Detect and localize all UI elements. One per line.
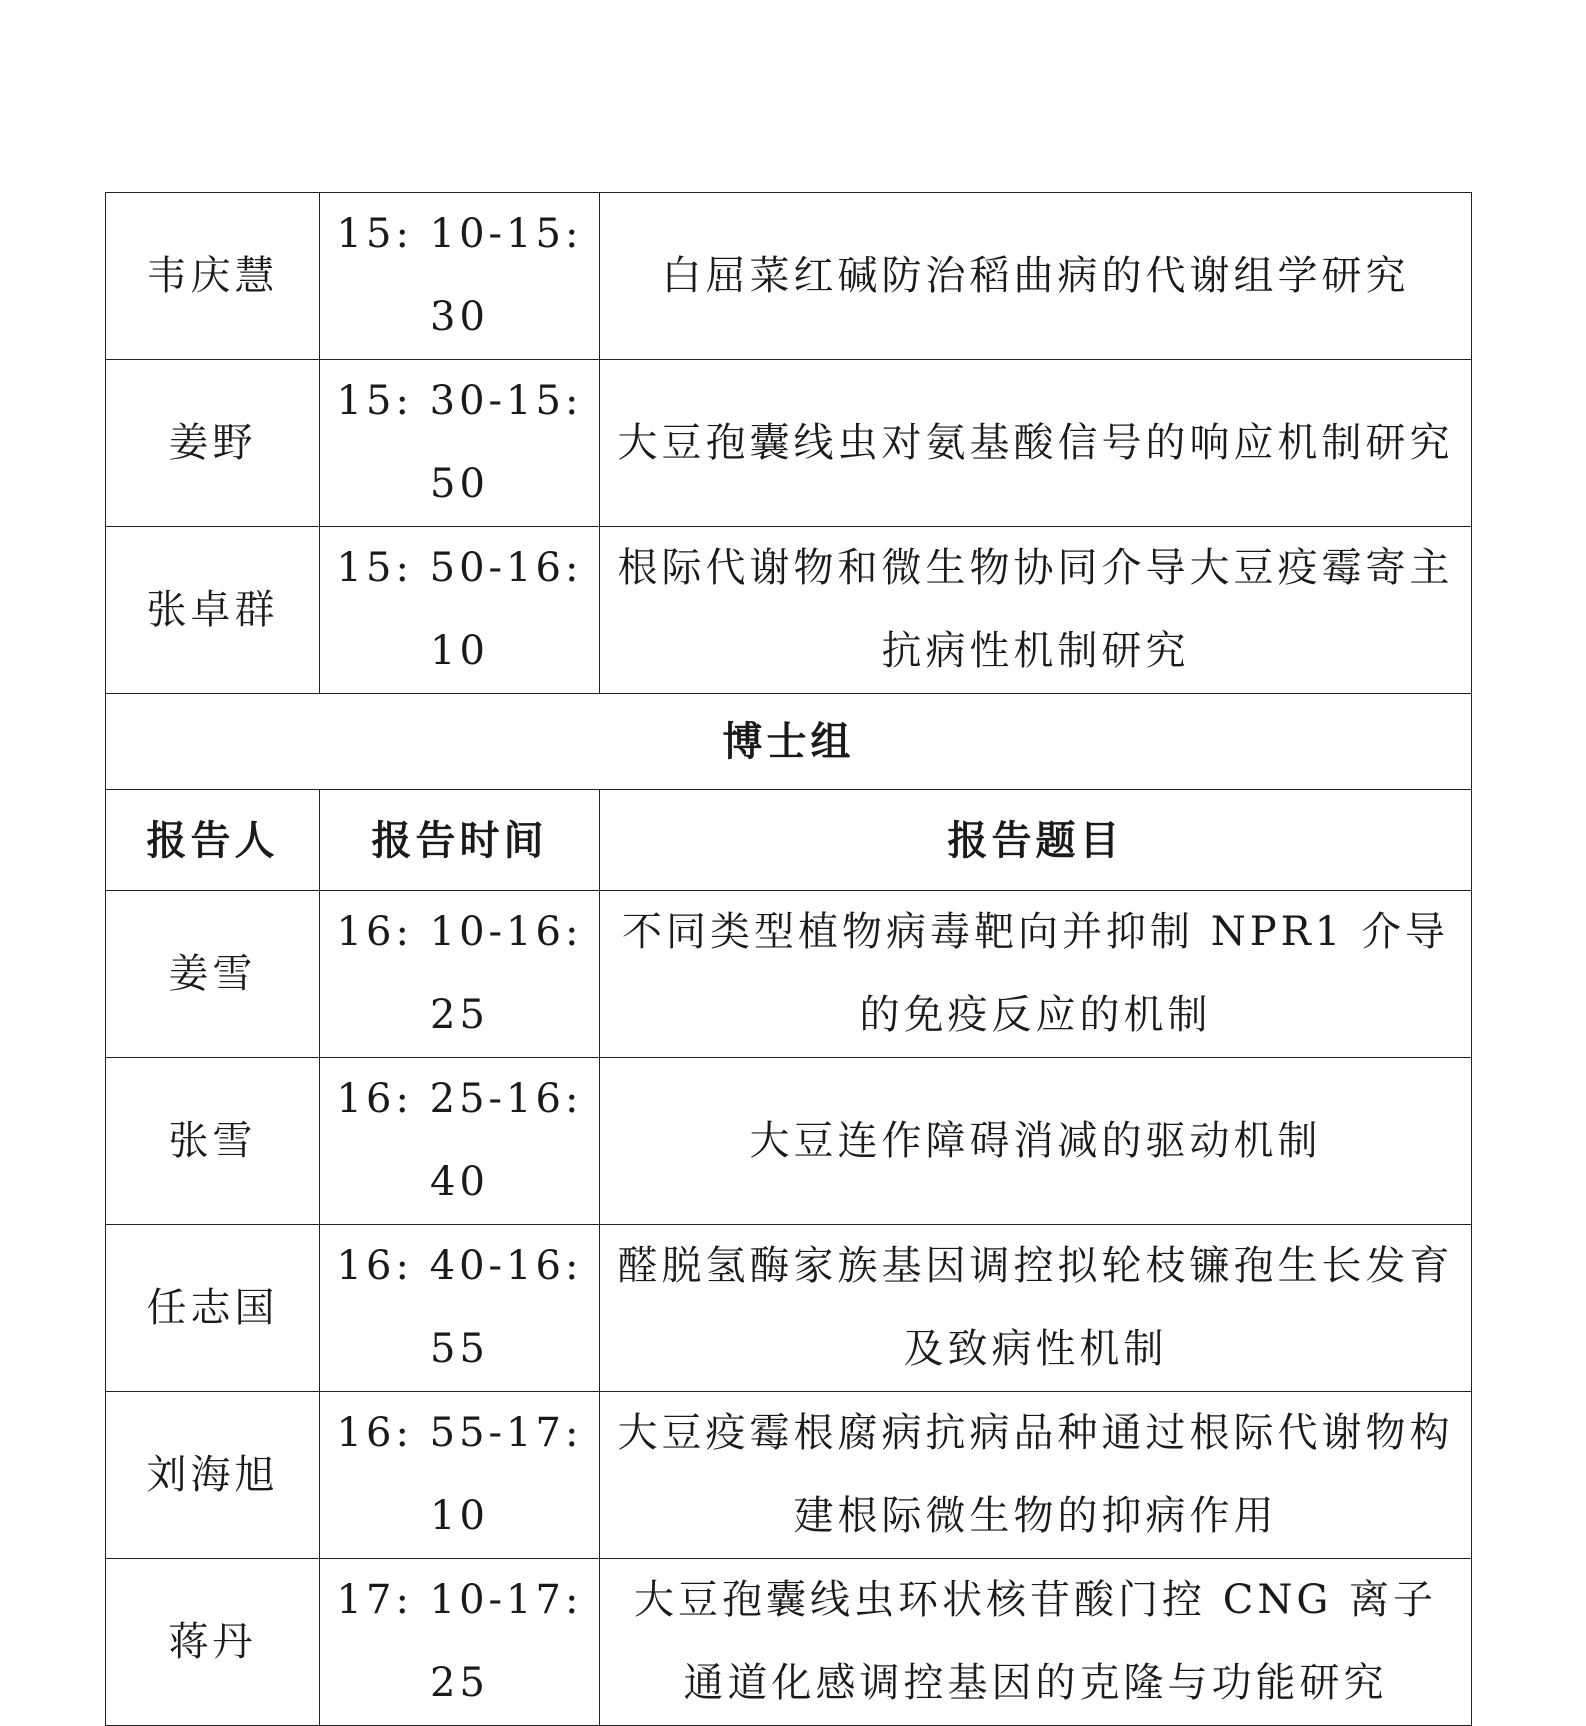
schedule-table [105, 192, 1472, 1726]
section-row [106, 694, 1472, 790]
table-row [106, 1225, 1472, 1392]
report-title: 大豆孢囊线虫环状核苷酸门控 CNG 离子通道化感调控基因的克隆与功能研究 [600, 1559, 1472, 1726]
report-time: 17: 10-17: 25 [320, 1559, 600, 1726]
report-time: 16: 25-16: 40 [320, 1058, 600, 1225]
report-time: 15: 30-15: 50 [320, 360, 600, 527]
report-title: 白屈菜红碱防治稻曲病的代谢组学研究 [600, 193, 1472, 360]
presenter-name: 蒋丹 [106, 1559, 320, 1726]
report-title: 醛脱氢酶家族基因调控拟轮枝镰孢生长发育及致病性机制 [600, 1225, 1472, 1392]
table-row [106, 891, 1472, 1058]
report-title: 大豆连作障碍消减的驱动机制 [600, 1058, 1472, 1225]
report-title: 不同类型植物病毒靶向并抑制 NPR1 介导的免疫反应的机制 [600, 891, 1472, 1058]
presenter-name: 刘海旭 [106, 1392, 320, 1559]
presenter-name: 姜野 [106, 360, 320, 527]
report-title: 根际代谢物和微生物协同介导大豆疫霉寄主抗病性机制研究 [600, 527, 1472, 694]
report-title: 大豆孢囊线虫对氨基酸信号的响应机制研究 [600, 360, 1472, 527]
report-time: 16: 55-17: 10 [320, 1392, 600, 1559]
column-header-title: 报告题目 [600, 790, 1472, 891]
report-time: 16: 10-16: 25 [320, 891, 600, 1058]
presenter-name: 张雪 [106, 1058, 320, 1225]
table-row [106, 1058, 1472, 1225]
presenter-name: 任志国 [106, 1225, 320, 1392]
table-row [106, 193, 1472, 360]
column-header-time: 报告时间 [320, 790, 600, 891]
table-row [106, 360, 1472, 527]
section-title: 博士组 [106, 694, 1472, 790]
report-title: 大豆疫霉根腐病抗病品种通过根际代谢物构建根际微生物的抑病作用 [600, 1392, 1472, 1559]
header-row [106, 790, 1472, 891]
report-time: 15: 50-16: 10 [320, 527, 600, 694]
presenter-name: 韦庆慧 [106, 193, 320, 360]
presenter-name: 姜雪 [106, 891, 320, 1058]
report-time: 15: 10-15: 30 [320, 193, 600, 360]
column-header-presenter: 报告人 [106, 790, 320, 891]
presenter-name: 张卓群 [106, 527, 320, 694]
table-row [106, 1559, 1472, 1726]
report-time: 16: 40-16: 55 [320, 1225, 600, 1392]
table-row [106, 527, 1472, 694]
table-row [106, 1392, 1472, 1559]
